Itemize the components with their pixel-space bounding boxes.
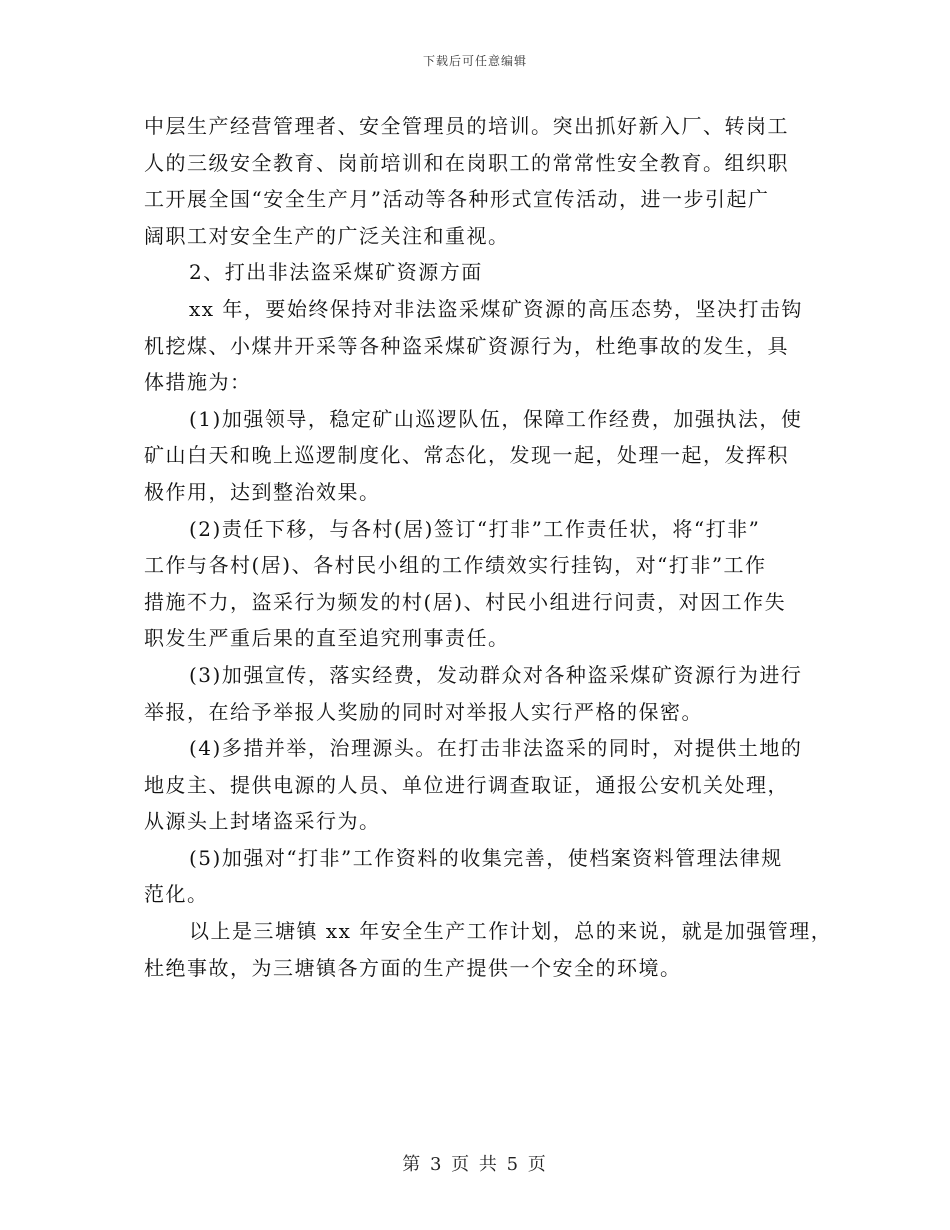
paragraph-overview: [144, 291, 808, 401]
text-line: 措施不力，盗采行为频发的村(居)、村民小组进行问责，对因工作失: [144, 589, 787, 614]
text-line: 人的三级安全教育、岗前培训和在岗职工的常常性安全教育。组织职: [144, 150, 789, 175]
text-line: 举报，在给予举报人奖励的同时对举报人实行严格的保密。: [144, 699, 703, 724]
text-line: 机挖煤、小煤井开采等各种盗采煤矿资源行为，杜绝事故的发生，具: [144, 333, 789, 358]
section-heading: 2、打出非法盗采煤矿资源方面: [189, 260, 483, 285]
text-line: (5)加强对“打非”工作资料的收集完善，使档案资料管理法律规: [189, 845, 783, 870]
text-line: 从源头上封堵盗采行为。: [144, 809, 381, 834]
text-line: 职发生严重后果的直至追究刑事责任。: [144, 626, 510, 651]
text-line: 阔职工对安全生产的广泛关注和重视。: [144, 223, 510, 248]
measure-item-3: [144, 657, 808, 730]
text-line: (4)多措并举，治理源头。在打击非法盗采的同时，对提供土地的: [189, 736, 803, 761]
text-line: (2)责任下移，与各村(居)签订“打非”工作责任状，将“打非”: [189, 516, 761, 541]
text-line: (3)加强宣传，落实经费，发动群众对各种盗采煤矿资源行为进行: [189, 662, 803, 687]
measure-item-5: [144, 840, 808, 913]
measure-item-4: [144, 730, 808, 840]
text-line: 地皮主、提供电源的人员、单位进行调查取证，通报公安机关处理，: [144, 772, 789, 797]
text-line: 体措施为：: [144, 370, 252, 395]
page-number-footer: 第 3 页 共 5 页: [402, 1154, 548, 1175]
text-line: 工开展全国“安全生产月”活动等各种形式宣传活动，进一步引起广: [144, 187, 770, 212]
text-line: 以上是三塘镇 xx 年安全生产工作计划，总的来说，就是加强管理，: [189, 919, 833, 944]
text-line: 极作用，达到整治效果。: [144, 479, 381, 504]
section-heading-illegal-mining: [144, 254, 808, 291]
text-line: xx 年，要始终保持对非法盗采煤矿资源的高压态势，坚决打击钩: [189, 296, 803, 321]
paragraph-training: [144, 108, 808, 254]
text-line: 中层生产经营管理者、安全管理员的培训。突出抓好新入厂、转岗工: [144, 114, 789, 138]
measure-item-2: [144, 511, 808, 657]
page-header-note: 下载后可任意编辑: [422, 54, 527, 68]
text-line: 矿山白天和晚上巡逻制度化、常态化，发现一起，处理一起，发挥积: [144, 443, 789, 468]
text-line: (1)加强领导，稳定矿山巡逻队伍，保障工作经费，加强执法，使: [189, 406, 803, 431]
text-line: 范化。: [144, 882, 209, 907]
text-line: 杜绝事故，为三塘镇各方面的生产提供一个安全的环境。: [144, 955, 682, 980]
paragraph-conclusion: [144, 913, 833, 986]
document-body: [144, 108, 833, 986]
text-line: 工作与各村(居)、各村民小组的工作绩效实行挂钩，对“打非”工作: [144, 553, 767, 578]
measure-item-1: [144, 401, 808, 511]
